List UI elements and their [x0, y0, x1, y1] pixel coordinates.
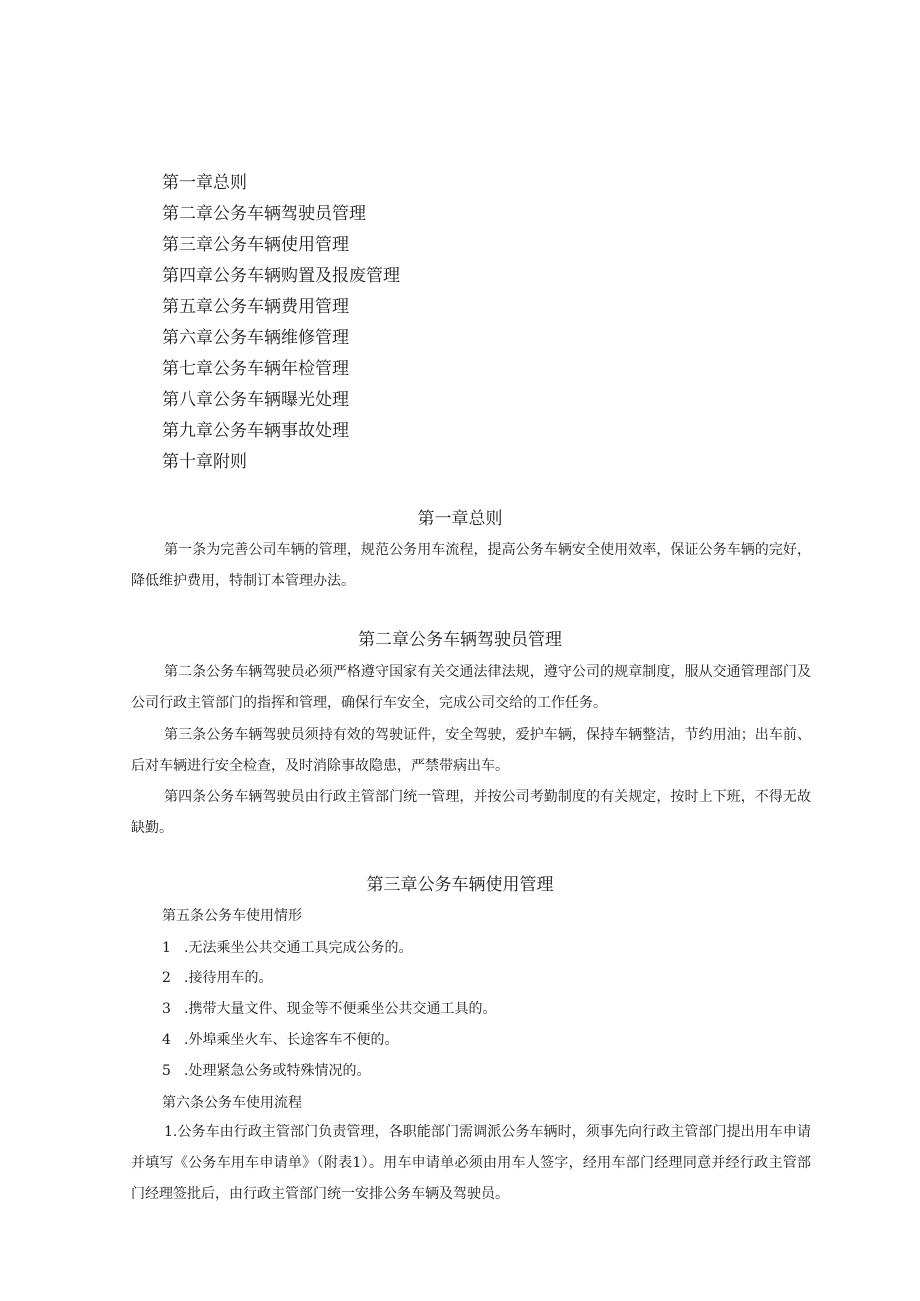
list-item-number: 3	[162, 1001, 171, 1017]
list-item	[162, 1030, 398, 1050]
article-5-title: 第五条公务车使用情形	[162, 908, 302, 924]
list-item	[162, 938, 412, 958]
list-item	[162, 999, 496, 1019]
list-item-number: 2	[162, 970, 171, 986]
toc-item: 第十章附则	[162, 452, 247, 472]
table-of-contents	[162, 168, 400, 478]
article-6-title: 第六条公务车使用流程	[162, 1095, 302, 1111]
chapter2-heading: 第二章公务车辆驾驶员管理	[358, 630, 562, 650]
toc-item: 第八章公务车辆曝光处理	[162, 390, 349, 410]
list-item	[162, 1061, 370, 1081]
list-item-text: .接待用车的。	[184, 970, 273, 986]
article-6-paragraph: 1.公务车由行政主管部门负责管理，各职能部门需调派公务车辆时，须事先向行政主管部门提出用车申请并填写《公务车用车申请单》（附表1）。用车申请单必须由用车人签字，经用车部门经理同意并经行政主管部门经理签批后，由行政主管部门统一安排公务车辆及驾驶员。	[131, 1124, 811, 1202]
article-3: 第三条公务车辆驾驶员须持有效的驾驶证件，安全驾驶，爱护车辆，保持车辆整洁，节约用油；出车前、后对车辆进行安全检查，及时消除事故隐患，严禁带病出车。	[131, 727, 811, 774]
toc-item: 第五章公务车辆费用管理	[162, 297, 349, 317]
toc-item: 第六章公务车辆维修管理	[162, 328, 349, 348]
list-item-number: 1	[162, 940, 171, 956]
list-item-text: .外埠乘坐火车、长途客车不便的。	[184, 1032, 399, 1048]
toc-item: 第四章公务车辆购置及报废管理	[162, 266, 400, 286]
toc-item: 第九章公务车辆事故处理	[162, 421, 349, 441]
chapter1-heading: 第一章总则	[417, 509, 503, 529]
article-2: 第二条公务车辆驾驶员必须严格遵守国家有关交通法律法规，遵守公司的规章制度，服从交通管理部门及公司行政主管部门的指挥和管理，确保行车安全，完成公司交给的工作任务。	[131, 664, 811, 711]
list-item-text: .携带大量文件、现金等不便乘坐公共交通工具的。	[184, 1001, 497, 1017]
toc-item: 第七章公务车辆年检管理	[162, 359, 349, 379]
toc-item: 第一章总则	[162, 173, 247, 193]
article-1: 第一条为完善公司车辆的管理，规范公务用车流程，提高公务车辆安全使用效率，保证公务车辆的完好，降低维护费用，特制订本管理办法。	[131, 542, 811, 589]
toc-item: 第三章公务车辆使用管理	[162, 235, 349, 255]
list-item-text: .无法乘坐公共交通工具完成公务的。	[184, 940, 413, 956]
list-item-number: 5	[162, 1063, 171, 1079]
article-4: 第四条公务车辆驾驶员由行政主管部门统一管理，并按公司考勤制度的有关规定，按时上下班，不得无故缺勤。	[131, 789, 811, 836]
list-item	[162, 968, 272, 988]
list-item-text: .处理紧急公务或特殊情况的。	[184, 1063, 371, 1079]
chapter3-heading: 第三章公务车辆使用管理	[366, 875, 554, 895]
list-item-number: 4	[162, 1032, 171, 1048]
toc-item: 第二章公务车辆驾驶员管理	[162, 204, 366, 224]
